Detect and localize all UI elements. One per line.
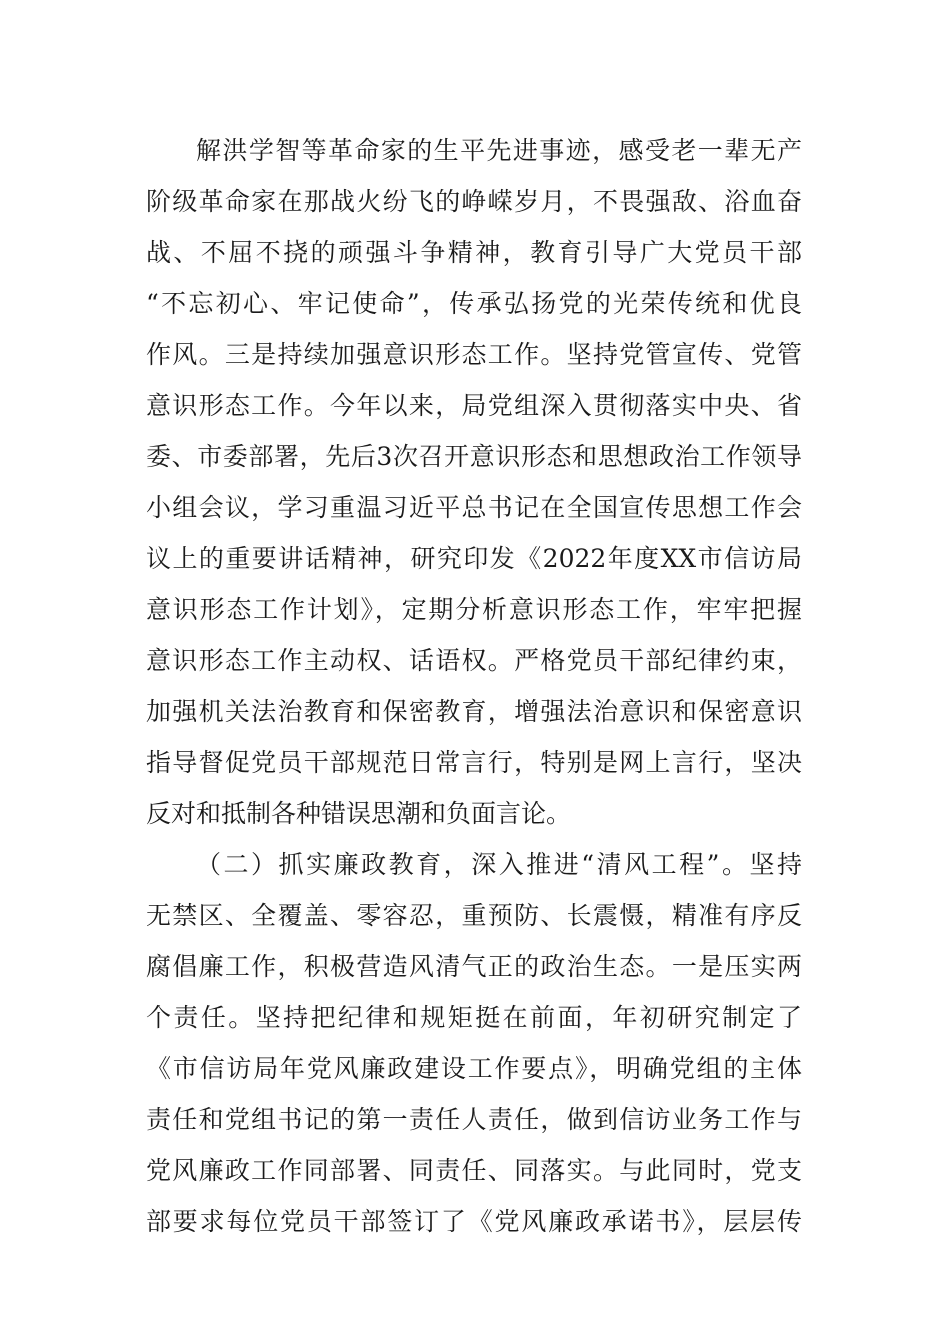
text-line-9: 议上的重要讲话精神，研究印发《2022年度XX市信访局 bbox=[146, 544, 802, 573]
text-line-15: （二）抓实廉政教育，深入推进“清风工程”。坚持 bbox=[196, 850, 802, 879]
text-line-10: 意识形态工作计划》，定期分析意识形态工作，牢牢把握 bbox=[146, 595, 802, 624]
text-line-7: 委、市委部署，先后3次召开意识形态和思想政治工作领导 bbox=[146, 442, 802, 471]
text-line-12: 加强机关法治教育和保密教育，增强法治意识和保密意识 bbox=[146, 697, 802, 726]
text-line-16: 无禁区、全覆盖、零容忍，重预防、长震慑，精准有序反 bbox=[146, 901, 802, 930]
text-line-21: 党风廉政工作同部署、同责任、同落实。与此同时，党支 bbox=[146, 1156, 802, 1185]
text-line-2: 阶级革命家在那战火纷飞的峥嵘岁月，不畏强敌、浴血奋 bbox=[146, 187, 802, 216]
text-line-14: 反对和抵制各种错误思潮和负面言论。 bbox=[146, 799, 572, 828]
text-line-8: 小组会议，学习重温习近平总书记在全国宣传思想工作会 bbox=[146, 493, 802, 522]
text-line-19: 《市信访局年党风廉政建设工作要点》，明确党组的主体 bbox=[146, 1054, 802, 1083]
text-line-18: 个责任。坚持把纪律和规矩挺在前面，年初研究制定了 bbox=[146, 1003, 802, 1032]
text-line-3: 战、不屈不挠的顽强斗争精神，教育引导广大党员干部 bbox=[146, 238, 802, 267]
text-line-6: 意识形态工作。今年以来，局党组深入贯彻落实中央、省 bbox=[146, 391, 802, 420]
text-line-5: 作风。三是持续加强意识形态工作。坚持党管宣传、党管 bbox=[146, 340, 802, 369]
text-line-17: 腐倡廉工作，积极营造风清气正的政治生态。一是压实两 bbox=[146, 952, 802, 981]
text-line-11: 意识形态工作主动权、话语权。严格党员干部纪律约束， bbox=[146, 646, 802, 675]
text-line-20: 责任和党组书记的第一责任人责任，做到信访业务工作与 bbox=[146, 1105, 802, 1134]
text-line-13: 指导督促党员干部规范日常言行，特别是网上言行，坚决 bbox=[146, 748, 802, 777]
text-line-22: 部要求每位党员干部签订了《党风廉政承诺书》，层层传 bbox=[146, 1207, 802, 1236]
text-line-1: 解洪学智等革命家的生平先进事迹，感受老一辈无产 bbox=[196, 136, 802, 165]
text-line-4: “不忘初心、牢记使命”，传承弘扬党的光荣传统和优良 bbox=[146, 289, 802, 318]
